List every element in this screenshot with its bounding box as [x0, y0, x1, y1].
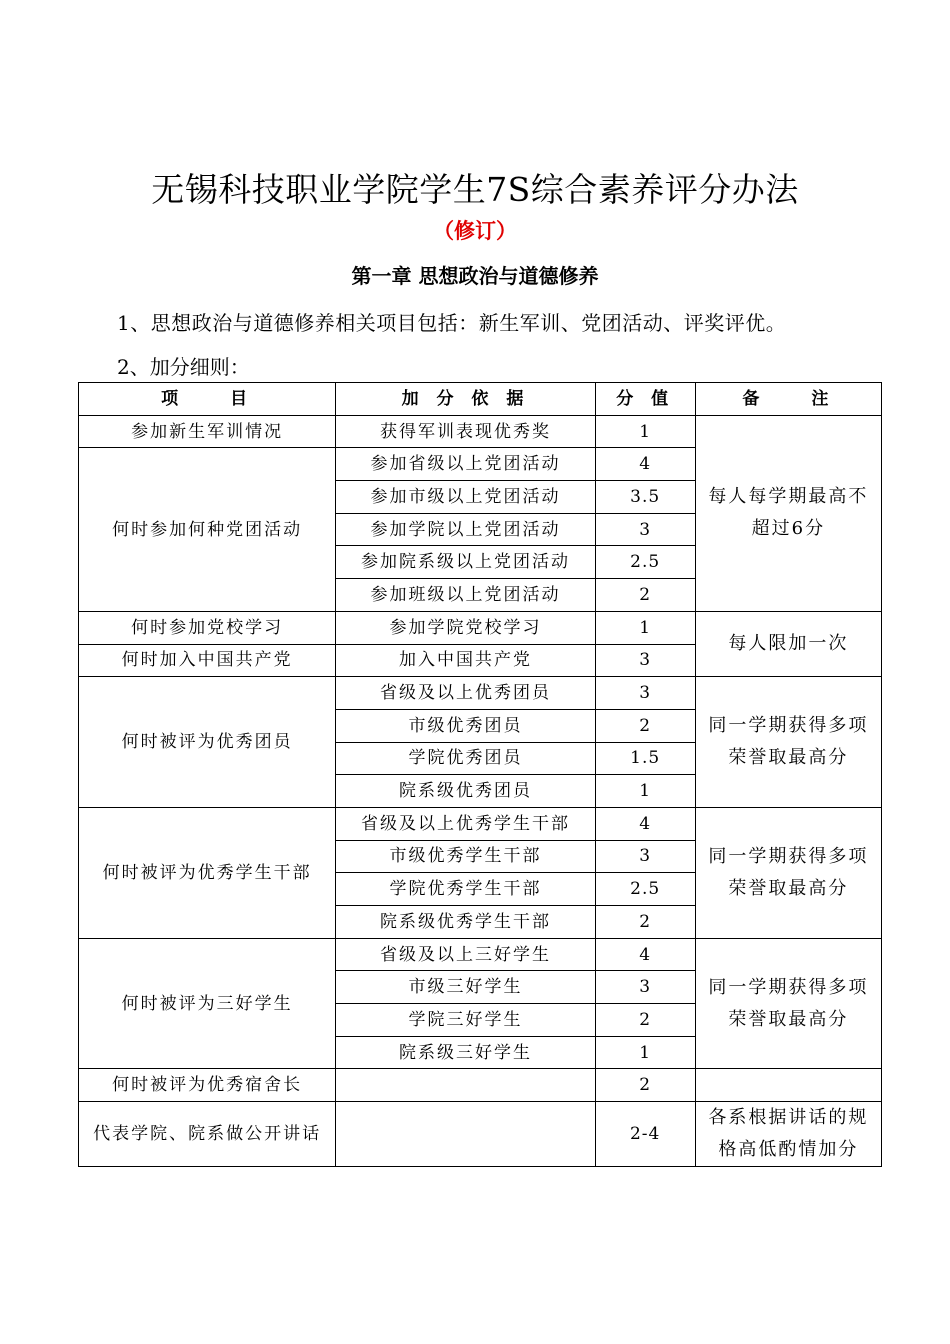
basis-cell: 市级优秀团员 — [336, 709, 595, 742]
score-cell: 2.5 — [595, 873, 695, 906]
table-header-row — [79, 383, 882, 416]
score-cell: 1 — [595, 1036, 695, 1069]
basis-cell — [336, 1069, 595, 1102]
score-cell: 4 — [595, 448, 695, 481]
score-cell: 3 — [595, 971, 695, 1004]
score-cell: 3 — [595, 513, 695, 546]
item-cell: 何时被评为三好学生 — [79, 938, 336, 1069]
header-score: 分 值 — [595, 383, 695, 416]
basis-cell: 参加班级以上党团活动 — [336, 579, 595, 612]
score-cell: 3 — [595, 840, 695, 873]
item-cell: 何时加入中国共产党 — [79, 644, 336, 677]
note-cell: 同一学期获得多项荣誉取最高分 — [695, 677, 881, 808]
item-cell: 何时被评为优秀团员 — [79, 677, 336, 808]
note-cell: 每人限加一次 — [695, 611, 881, 676]
basis-cell: 省级及以上优秀团员 — [336, 677, 595, 710]
basis-cell: 参加省级以上党团活动 — [336, 448, 595, 481]
note-cell: 各系根据讲话的规格高低酌情加分 — [695, 1102, 881, 1167]
score-cell: 1 — [595, 775, 695, 808]
table-row — [79, 611, 882, 644]
item-cell: 何时参加何种党团活动 — [79, 448, 336, 611]
score-cell: 2 — [595, 1004, 695, 1037]
score-cell: 2-4 — [595, 1102, 695, 1167]
score-cell: 1 — [595, 611, 695, 644]
basis-cell: 省级及以上优秀学生干部 — [336, 807, 595, 840]
basis-cell: 院系级优秀学生干部 — [336, 906, 595, 939]
chapter-heading: 第一章 思想政治与道德修养 — [351, 264, 599, 288]
table-row — [79, 677, 882, 710]
details-heading: 2、加分细则： — [117, 355, 250, 379]
basis-cell: 参加市级以上党团活动 — [336, 481, 595, 514]
basis-cell: 院系级优秀团员 — [336, 775, 595, 808]
item-cell: 代表学院、院系做公开讲话 — [79, 1102, 336, 1167]
score-cell: 2 — [595, 709, 695, 742]
basis-cell: 院系级三好学生 — [336, 1036, 595, 1069]
score-cell: 3 — [595, 644, 695, 677]
basis-cell: 市级三好学生 — [336, 971, 595, 1004]
table-row — [79, 1102, 882, 1167]
score-cell: 3.5 — [595, 481, 695, 514]
table-row — [79, 415, 882, 448]
basis-cell: 学院优秀学生干部 — [336, 873, 595, 906]
score-cell: 2 — [595, 906, 695, 939]
basis-cell — [336, 1102, 595, 1167]
note-cell: 每人每学期最高不超过6分 — [695, 415, 881, 611]
score-cell: 4 — [595, 938, 695, 971]
item-cell: 参加新生军训情况 — [79, 415, 336, 448]
basis-cell: 获得军训表现优秀奖 — [336, 415, 595, 448]
table-row — [79, 807, 882, 840]
score-cell: 3 — [595, 677, 695, 710]
basis-cell: 参加学院以上党团活动 — [336, 513, 595, 546]
basis-cell: 参加院系级以上党团活动 — [336, 546, 595, 579]
score-cell: 2.5 — [595, 546, 695, 579]
note-cell — [695, 1069, 881, 1102]
intro-paragraph: 1、思想政治与道德修养相关项目包括：新生军训、党团活动、评奖评优。 — [117, 311, 787, 335]
table-row — [79, 1069, 882, 1102]
score-cell: 1 — [595, 415, 695, 448]
header-basis: 加 分 依 据 — [336, 383, 595, 416]
item-cell: 何时被评为优秀宿舍长 — [79, 1069, 336, 1102]
header-note: 备 注 — [695, 383, 881, 416]
note-cell: 同一学期获得多项荣誉取最高分 — [695, 807, 881, 938]
basis-cell: 参加学院党校学习 — [336, 611, 595, 644]
score-cell: 1.5 — [595, 742, 695, 775]
scoring-table — [78, 382, 882, 1167]
document-subtitle: （修订） — [433, 218, 517, 243]
note-cell: 同一学期获得多项荣誉取最高分 — [695, 938, 881, 1069]
table-row — [79, 938, 882, 971]
item-cell: 何时被评为优秀学生干部 — [79, 807, 336, 938]
header-item: 项 目 — [79, 383, 336, 416]
basis-cell: 市级优秀学生干部 — [336, 840, 595, 873]
document-title: 无锡科技职业学院学生7S综合素养评分办法 — [151, 170, 799, 209]
basis-cell: 省级及以上三好学生 — [336, 938, 595, 971]
basis-cell: 学院三好学生 — [336, 1004, 595, 1037]
basis-cell: 加入中国共产党 — [336, 644, 595, 677]
item-cell: 何时参加党校学习 — [79, 611, 336, 644]
basis-cell: 学院优秀团员 — [336, 742, 595, 775]
score-cell: 2 — [595, 579, 695, 612]
score-cell: 4 — [595, 807, 695, 840]
score-cell: 2 — [595, 1069, 695, 1102]
